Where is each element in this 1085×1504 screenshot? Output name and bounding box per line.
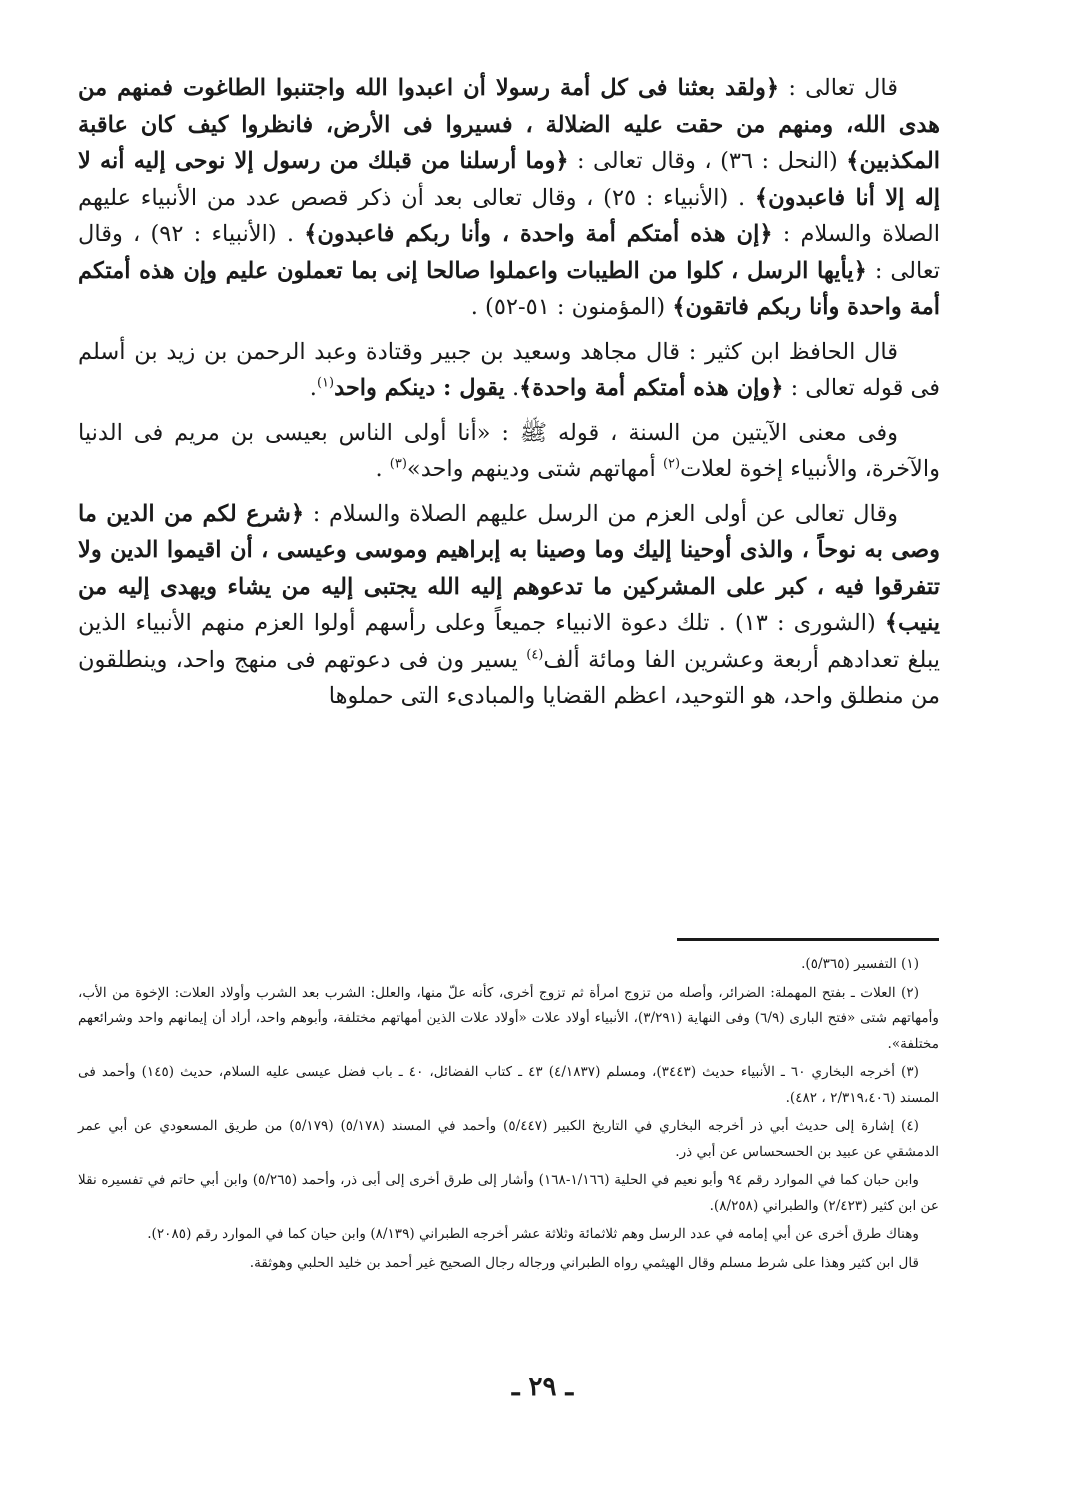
quoted-verse: ﴿شرع لكم من الدين ما وصى به نوحاً ، والذى أوحينا إليك وما وصينا به إبراهيم وموسى وعيسى ، أن اقيموا الدين ولا تتفرقوا فيه ، كبر على المشركين ما تدعوهم إليه الله يجتبى إليه من يشاء ويهدى إليه من ينيب﴾: [78, 500, 940, 636]
paragraph-text: وفى معنى الآيتين من السنة ، قوله ﷺ : «أنا أولى الناس بعيسى بن مريم فى الدنيا والآخرة، والأنبياء إخوة لعلات: [78, 419, 940, 482]
main-text: [78, 70, 940, 715]
paragraph-text: قال تعالى :: [779, 75, 898, 101]
quoted-verse: ﴿وإن هذه أمتكم أمة واحدة﴾: [519, 375, 784, 401]
paragraph: [78, 494, 940, 715]
footnote: (٤) إشارة إلى حديث أبي ذر أخرجه البخاري في التاريخ الكبير (٥/٤٤٧) وأحمد في المسند (٥/١٧٨) (٥/١٧٩) من طريق المسعودي عن أبي عمر الدمشقي عن عبيد بن الحسحساس عن أبي ذر.: [78, 1118, 939, 1160]
quoted-verse: ﴿يأيها الرسل ، كلوا من الطيبات واعملوا صالحا إنى بما تعملون عليم وإن هذه أمتكم أمة واحدة وأنا ربكم فاتقون﴾: [78, 257, 940, 320]
paragraph-text: يسير ون فى دعوتهم فى منهج واحد، وينطلقون من منطلق واحد، هو التوحيد، اعظم القضايا والمبادىء التى حملوها: [78, 646, 940, 709]
paragraph: [78, 70, 940, 326]
footnote: وهناك طرق أخرى عن أبي إمامه في عدد الرسل وهم ثلاثمائة وثلاثة عشر أخرجه الطبراني (٨/١٣٩) وابن حيان كما في الموارد رقم (٢٠٨٥).: [147, 1226, 919, 1242]
footnote: (٢) العلات ـ بفتح المهملة: الضرائر، وأصله من تزوج امرأة ثم تزوج أخرى، كأنه علّ منها، والعلل: الشرب بعد الشرب وأولاد العلات: الإخوة من الأب، وأمهاتهم شتى «فتح البارى (٦/٩) وفى النهاية (٣/٢٩١)، الأنبياء أولاد علات «أولاد علات الذين أمهاتهم مختلفة، وأبوهم واحد، أراد أن إيمانهم واحد وشرائعهم مختلفة».: [78, 984, 939, 1052]
paragraph: [78, 332, 940, 407]
quoted-verse: ﴿إن هذه أمتكم أمة واحدة ، وأنا ربكم فاعبدون﴾: [304, 221, 773, 247]
footnote-marker: (٢): [662, 456, 681, 472]
quoted-verse: ﴿ولقد بعثنا فى كل أمة رسولا أن اعبدوا الله واجتنبوا الطاغوت فمنهم من هدى الله، ومنهم من حقت عليه الضلالة ، فسيروا فى الأرض، فانظروا كيف كان عاقبة المكذبين﴾: [78, 75, 941, 174]
paragraph-text: وقال تعالى عن أولى العزم من الرسل عليهم الصلاة والسلام :: [304, 500, 898, 527]
footnote: قال ابن كثير وهذا على شرط مسلم وقال الهيثمي رواه الطبراني ورجاله رجال الصحيح غير أحمد بن خليد الحلبي وهوثقة.: [249, 1254, 919, 1271]
footnote: (١) التفسير (٥/٣٦٥).: [801, 956, 919, 972]
quoted-verse: ﴿وما أرسلنا من قبلك من رسول إلا نوحى إليه أنه لا إله إلا أنا فاعبدون﴾: [78, 148, 940, 211]
quoted-verse: يقول : دينكم واحد: [334, 375, 505, 401]
footnote: (٣) أخرجه البخاري ٦٠ ـ الأنبياء حديث (٣٤٤٣)، ومسلم (٤/١٨٣٧) ٤٣ ـ كتاب الفضائل، ٤٠ ـ باب فضل عيسى عليه السلام، حديث (١٤٥) وأحمد فى المسند (٢/٣١٩،٤٠٦ ، ٤٨٢).: [78, 1064, 939, 1106]
paragraph-text: . (الأنبياء : ٩٢) ، وقال تعالى :: [78, 221, 940, 284]
paragraph-text: .: [504, 375, 520, 401]
footnote: وابن حبان كما في الموارد رقم ٩٤ وأبو نعيم في الحلية (١/١٦٦-١٦٨) وأشار إلى طرق أخرى إلى أبى ذر، وأحمد (٥/٢٦٥) وابن أبي حاتم في تفسيره نقلا عن ابن كثير (٢/٤٢٣) والطبراني (٨/٢٥٨).: [78, 1172, 939, 1214]
footnote-marker: (١): [316, 375, 335, 391]
paragraph-text: .: [375, 456, 390, 482]
page-number: ـ ٢٩ ـ: [511, 1372, 574, 1402]
paragraph-text: (الشورى : ١٣) . تلك دعوة الانبياء جميعاً وعلى رأسهم أولوا العزم منهم الأنبياء الذين يبلغ تعدادهم أربعة وعشرين الفا ومائة ألف: [78, 610, 941, 673]
footnotes: [78, 952, 939, 1279]
paragraph-text: أمهاتهم شتى ودينهم واحد»: [406, 456, 663, 482]
paragraph-text: .: [309, 375, 317, 401]
footnote-marker: (٤): [526, 647, 544, 662]
paragraph-text: (النحل : ٣٦) ، وقال تعالى :: [568, 148, 847, 174]
paragraph-text: (المؤمنون : ٥١-٥٢) .: [470, 294, 673, 320]
footnote-divider: [677, 938, 939, 941]
paragraph-text: قال الحافظ ابن كثير : قال مجاهد وسعيد بن جبير وقتادة وعبد الرحمن بن زيد بن أسلم فى قوله تعالى :: [78, 338, 940, 401]
footnote-marker: (٣): [389, 456, 407, 472]
paragraph: [78, 413, 940, 488]
paragraph-text: . (الأنبياء : ٢٥) ، وقال تعالى بعد أن ذكر قصص عدد من الأنبياء عليهم الصلاة والسلام :: [78, 184, 940, 247]
